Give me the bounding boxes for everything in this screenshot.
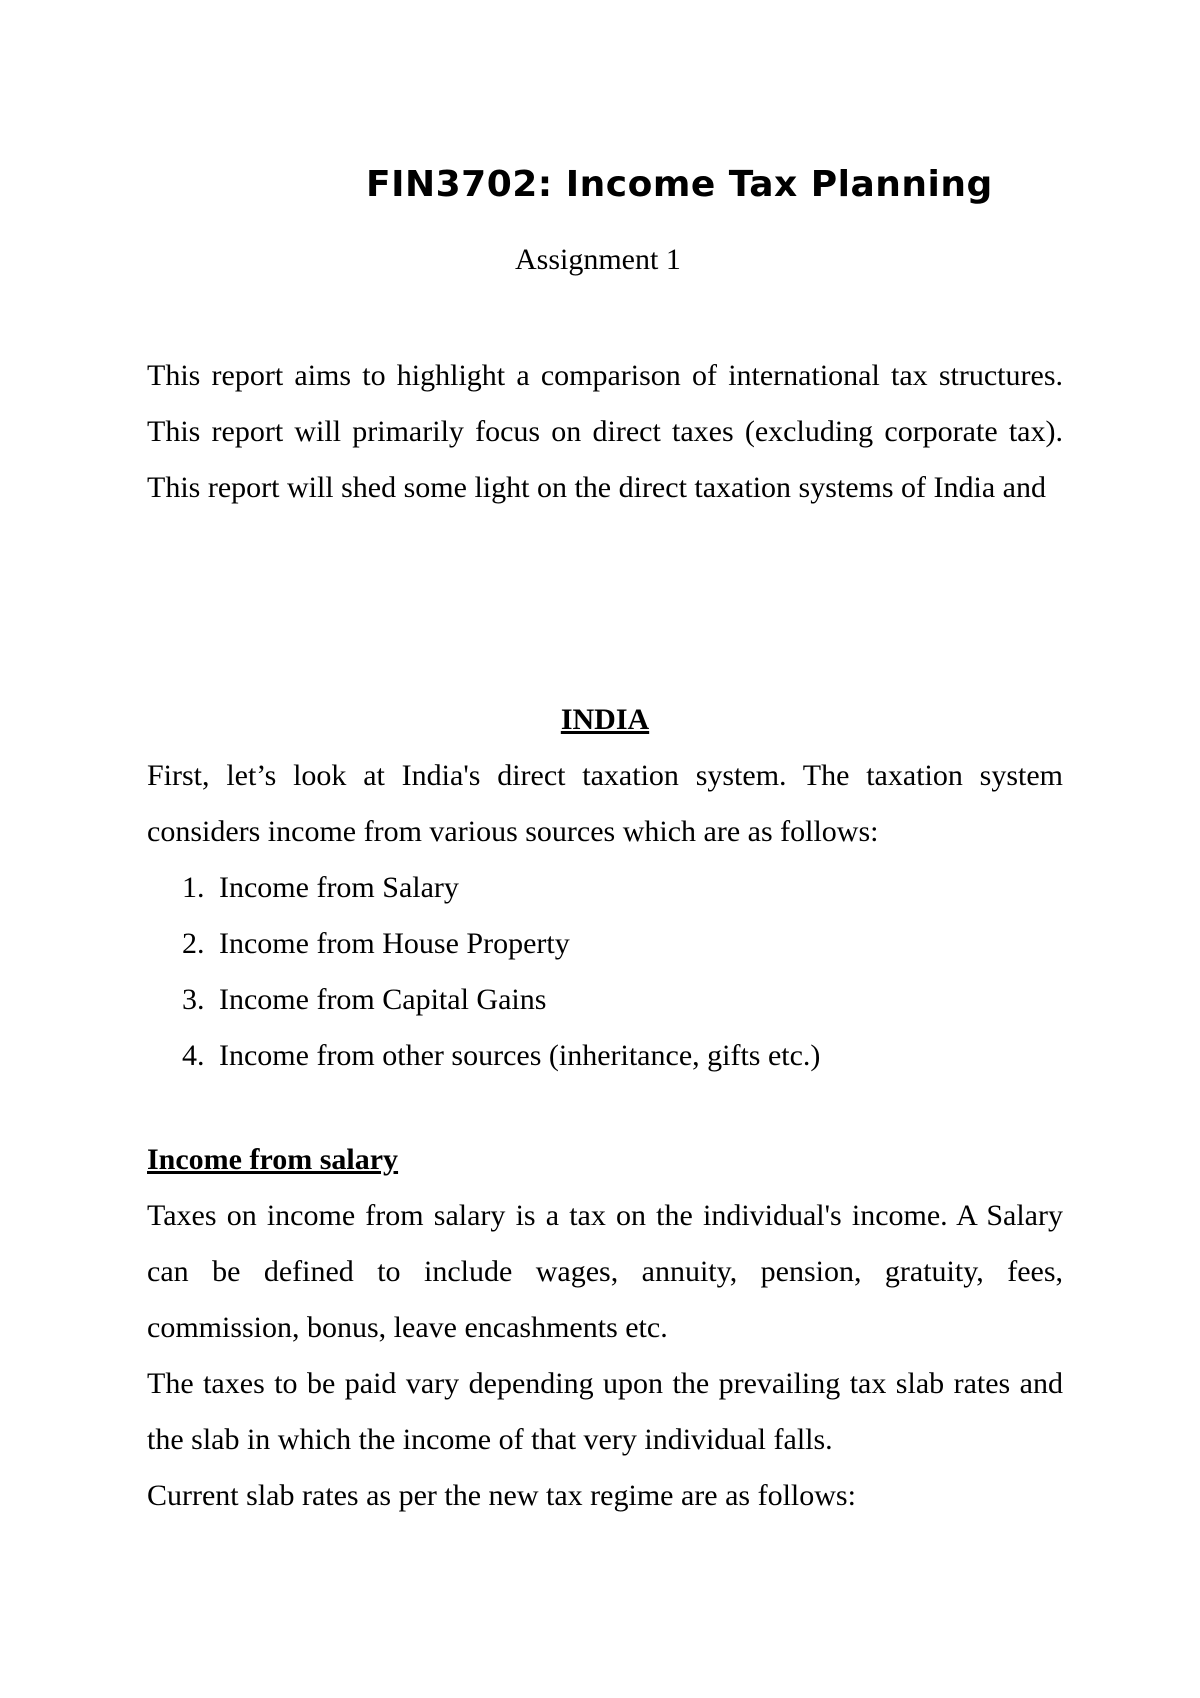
list-item — [147, 916, 1063, 972]
salary-heading: Income from salary — [147, 1143, 399, 1176]
intro-paragraph: This report aims to highlight a comparison of international tax structures. This report will primarily focus on direct taxes (excluding corporate tax). This report will shed some light on the direct taxation systems of India and — [147, 359, 1063, 504]
list-item-number: 4. — [182, 1039, 205, 1072]
salary-section — [147, 1132, 1063, 1524]
list-item-number: 2. — [182, 927, 205, 960]
list-item-number: 1. — [182, 871, 205, 904]
list-item — [147, 972, 1063, 1028]
list-item-text: Income from other sources (inheritance, gifts etc.) — [219, 1039, 821, 1072]
list-item-number: 3. — [182, 983, 205, 1016]
document-title: FIN3702: Income Tax Planning — [366, 164, 993, 205]
list-item-text: Income from Capital Gains — [219, 983, 547, 1016]
salary-paragraph-2: The taxes to be paid vary depending upon the prevailing tax slab rates and the slab in which the income of that very individual falls. — [147, 1367, 1063, 1456]
india-section — [147, 692, 1063, 1084]
india-paragraph: First, let’s look at India's direct taxation system. The taxation system considers income from various sources which are as follows: — [147, 759, 1063, 848]
list-item-text: Income from House Property — [219, 927, 570, 960]
list-item — [147, 860, 1063, 916]
salary-paragraph-1: Taxes on income from salary is a tax on the individual's income. A Salary can be defined to include wages, annuity, pension, gratuity, fees, commission, bonus, leave encashments etc. — [147, 1199, 1063, 1344]
income-sources-list — [147, 860, 1063, 1084]
list-item-text: Income from Salary — [219, 871, 459, 904]
document-subtitle: Assignment 1 — [515, 243, 681, 276]
salary-paragraph-3: Current slab rates as per the new tax regime are as follows: — [147, 1479, 856, 1512]
list-item — [147, 1028, 1063, 1084]
india-heading: INDIA — [560, 703, 650, 736]
